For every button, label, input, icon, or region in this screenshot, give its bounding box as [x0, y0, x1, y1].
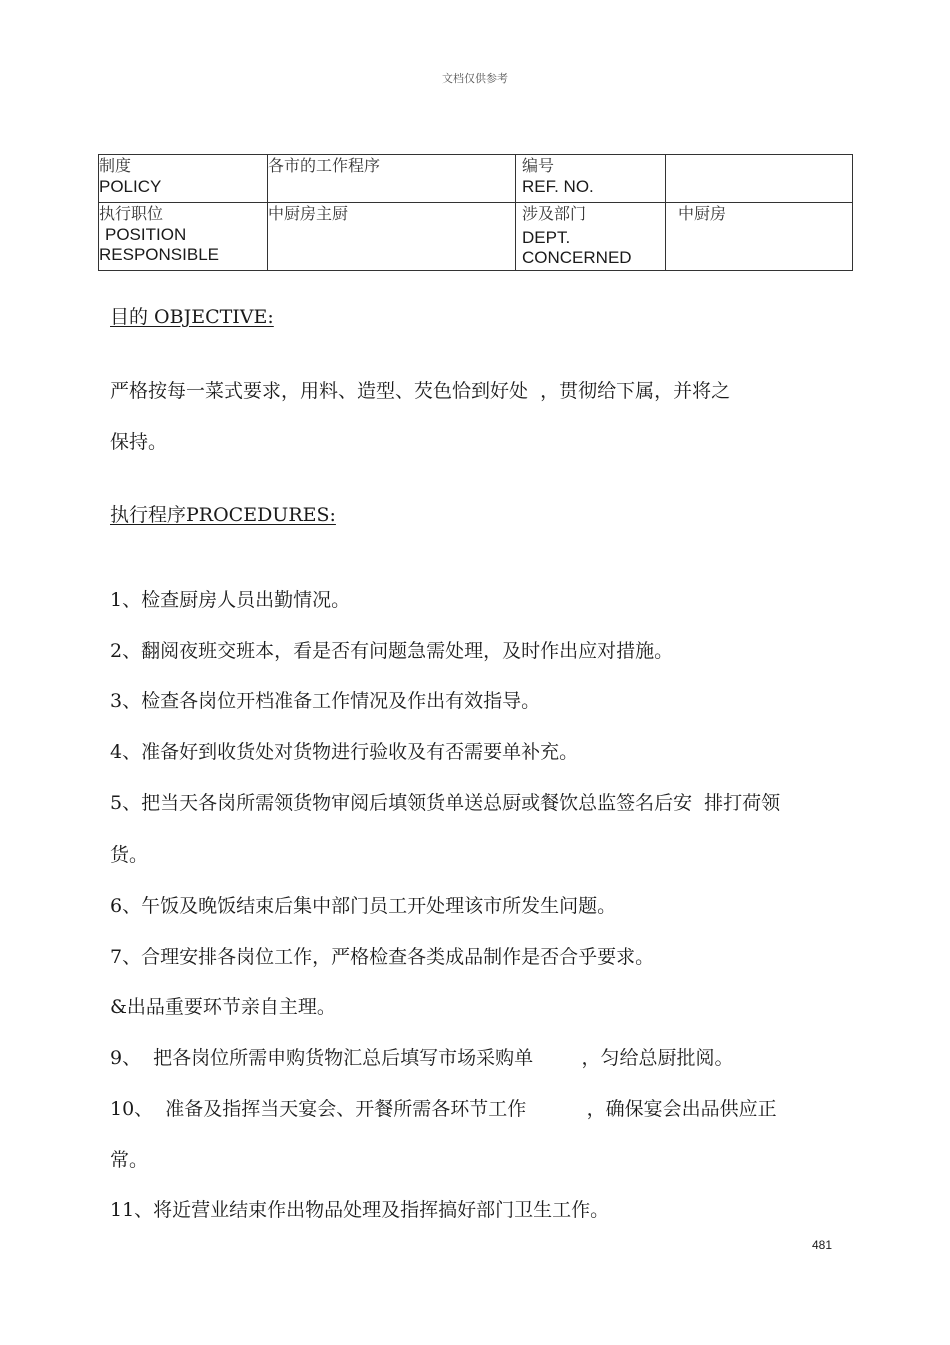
- objective-line-1: 严格按每一菜式要求，用料、造型、芡色恰到好处 ，贯彻给下属，并将之: [110, 380, 731, 402]
- procedure-line: 1、检查厨房人员出勤情况。: [110, 589, 351, 611]
- procedure-line: 9、 把各岗位所需申购货物汇总后填写市场采购单 ，匀给总厨批阅。: [110, 1047, 734, 1069]
- policy-label-zh: 制度: [99, 156, 132, 175]
- dept-label-zh: 涉及部门: [522, 204, 587, 223]
- policy-header-table: [98, 154, 853, 271]
- dept-label-en-2: CONCERNED: [522, 248, 632, 267]
- procedure-line: 5、把当天各岗所需领货物审阅后填领货单送总厨或餐饮总监签名后安 排打荷领: [110, 792, 781, 814]
- procedures-title: 执行程序PROCEDURES:: [110, 504, 336, 526]
- position-value: 中厨房主厨: [268, 204, 349, 223]
- dept-value-cell: [666, 203, 853, 271]
- procedure-line: 3、检查各岗位开档准备工作情况及作出有效指导。: [110, 690, 541, 712]
- policy-label-cell: [99, 155, 268, 203]
- ref-value-cell: [666, 155, 853, 203]
- objective-line-2: 保持。: [110, 431, 168, 453]
- procedure-line: 常。: [110, 1149, 149, 1171]
- procedure-line: 2、翻阅夜班交班本，看是否有问题急需处理，及时作出应对措施。: [110, 640, 674, 662]
- dept-value: 中厨房: [678, 204, 727, 223]
- procedure-line: 11、将近营业结束作出物品处理及指挥搞好部门卫生工作。: [110, 1199, 610, 1221]
- procedure-line: 4、准备好到收货处对货物进行验收及有否需要单补充。: [110, 741, 579, 763]
- dept-label-en-1: DEPT.: [522, 228, 571, 247]
- procedure-line: &出品重要环节亲自主理。: [110, 996, 336, 1018]
- position-value-cell: [268, 203, 516, 271]
- position-label-en-1: POSITION: [105, 225, 187, 244]
- objective-title: 目的 OBJECTIVE:: [110, 306, 274, 328]
- procedure-line: 10、 准备及指挥当天宴会、开餐所需各环节工作 ，确保宴会出品供应正: [110, 1098, 777, 1120]
- position-label-cell: [99, 203, 268, 271]
- ref-label-cell: [516, 155, 666, 203]
- page-number: 481: [812, 1238, 833, 1252]
- procedure-line: 货。: [110, 844, 149, 866]
- procedure-line: 7、合理安排各岗位工作，严格检查各类成品制作是否合乎要求。: [110, 946, 655, 968]
- policy-value: 各市的工作程序: [268, 156, 381, 175]
- position-label-en-2: RESPONSIBLE: [99, 245, 219, 264]
- ref-label-en: REF. NO.: [522, 177, 594, 196]
- dept-label-cell: [516, 203, 666, 271]
- header-watermark: 文档仅供参考: [442, 72, 508, 85]
- position-label-zh: 执行职位: [99, 204, 164, 223]
- policy-label-en: POLICY: [99, 177, 162, 196]
- procedure-line: 6、午饭及晚饭结束后集中部门员工开处理该市所发生问题。: [110, 895, 617, 917]
- policy-value-cell: [268, 155, 516, 203]
- ref-label-zh: 编号: [522, 156, 555, 175]
